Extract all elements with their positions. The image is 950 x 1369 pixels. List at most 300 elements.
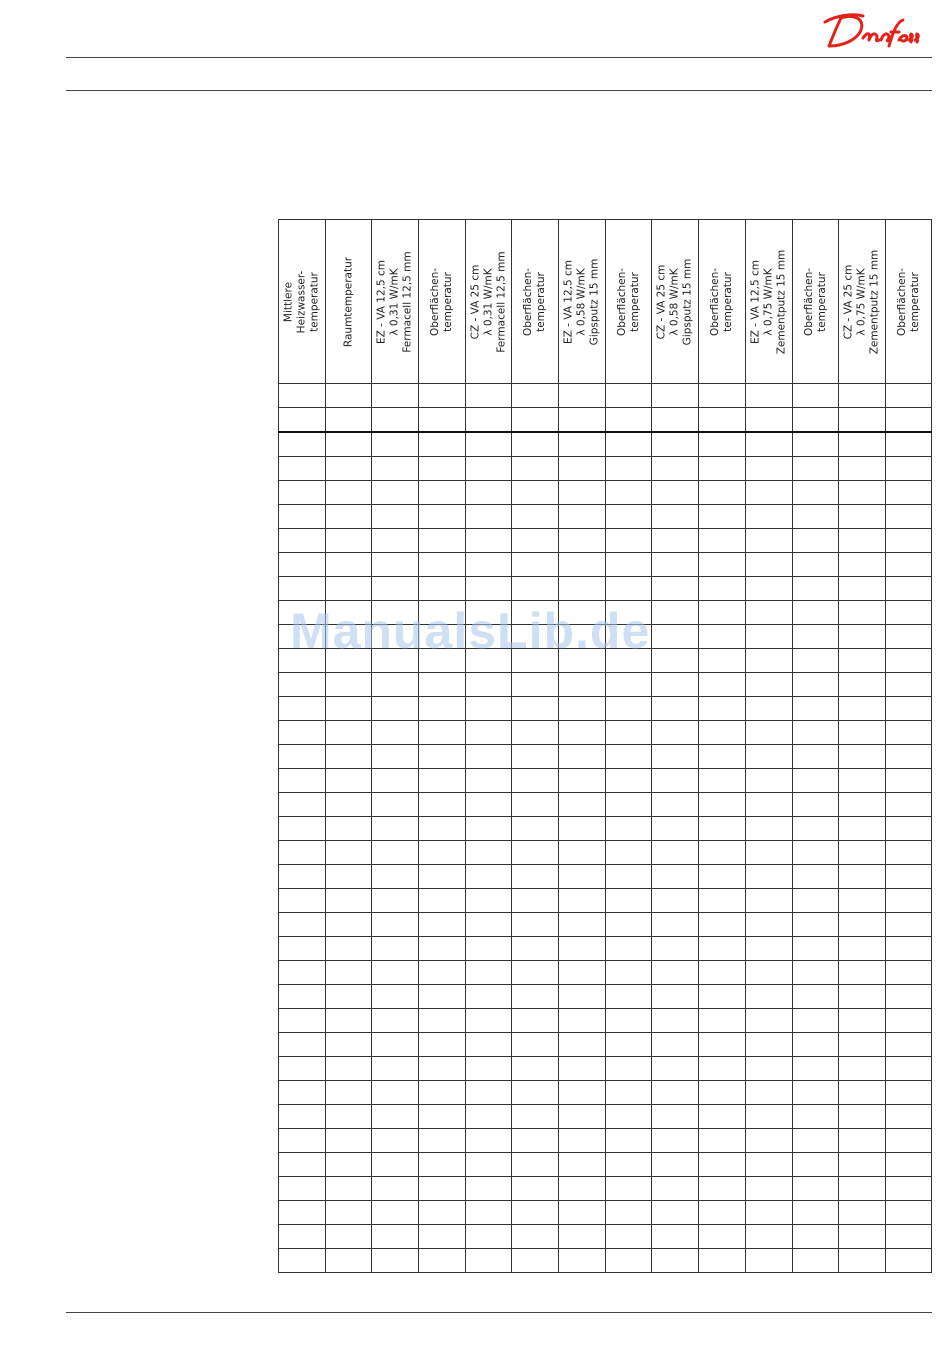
table-cell [606,529,652,553]
table-cell [839,889,886,913]
table-cell [746,817,793,841]
table-cell [559,1105,606,1129]
table-cell [326,985,372,1009]
table-cell [839,841,886,865]
table-cell [746,1129,793,1153]
table-cell [886,1033,932,1057]
table-cell [652,889,699,913]
table-cell [466,1033,512,1057]
table-row [279,625,932,649]
table-cell [606,673,652,697]
table-cell [512,745,559,769]
table-cell [326,481,372,505]
column-header [839,220,886,384]
table-cell [652,793,699,817]
table-cell [886,889,932,913]
table-cell [839,1249,886,1273]
table-cell [279,1009,326,1033]
table-cell [606,1081,652,1105]
table-cell [746,745,793,769]
table-cell [793,601,839,625]
table-row [279,505,932,529]
table-cell [839,1033,886,1057]
table-cell [746,1009,793,1033]
table-cell [372,937,419,961]
table-cell [326,505,372,529]
table-row [279,529,932,553]
table-cell [279,817,326,841]
table-cell [886,793,932,817]
table-cell [652,1249,699,1273]
table-cell [466,961,512,985]
table-cell [326,1081,372,1105]
table-cell [746,1105,793,1129]
table-cell [326,913,372,937]
table-cell [839,1009,886,1033]
table-cell [512,889,559,913]
table-cell [466,1105,512,1129]
table-cell [466,1009,512,1033]
table-cell [559,625,606,649]
table-cell [326,649,372,673]
column-header-label: CZ - VA 25 cm λ 0,31 W/mK Fermacell 12,5 mm [469,250,507,353]
table-cell [419,529,466,553]
table-cell [699,1225,746,1249]
table-cell [699,865,746,889]
table-cell [652,1009,699,1033]
table-cell [606,649,652,673]
table-cell [746,697,793,721]
table-cell [466,457,512,481]
table-cell [559,1177,606,1201]
table-cell [793,457,839,481]
table-cell [652,913,699,937]
table-cell [886,1153,932,1177]
header-rule-top [66,57,932,58]
table-cell [326,1033,372,1057]
table-cell [279,769,326,793]
table-cell [419,721,466,745]
table-cell [326,577,372,601]
table-cell [512,649,559,673]
table-cell [372,1009,419,1033]
column-header-label: Raumtemperatur [342,256,354,347]
table-cell [839,408,886,433]
table-cell [559,913,606,937]
table-cell [419,961,466,985]
table-cell [466,1129,512,1153]
table-cell [699,1105,746,1129]
table-cell [793,1249,839,1273]
table-cell [559,697,606,721]
table-cell [466,1177,512,1201]
table-cell [652,1153,699,1177]
table-cell [512,505,559,529]
table-cell [372,1201,419,1225]
table-cell [466,889,512,913]
table-cell [652,1201,699,1225]
table-cell [606,481,652,505]
table-cell [466,865,512,889]
table-cell [699,457,746,481]
table-cell [886,1129,932,1153]
table-cell [699,553,746,577]
table-cell [652,745,699,769]
table-cell [372,817,419,841]
table-cell [606,505,652,529]
table-cell [699,1129,746,1153]
table-cell [279,865,326,889]
table-cell [279,937,326,961]
table-cell [466,601,512,625]
table-cell [793,697,839,721]
table-cell [839,937,886,961]
table-cell [746,384,793,408]
table-cell [652,649,699,673]
table-cell [466,1153,512,1177]
table-cell [512,865,559,889]
table-cell [372,1129,419,1153]
table-cell [512,841,559,865]
table-cell [606,553,652,577]
table-cell [793,481,839,505]
table-cell [652,481,699,505]
table-cell [419,1225,466,1249]
column-header [559,220,606,384]
table-cell [512,1105,559,1129]
table-cell [372,649,419,673]
table-cell [372,601,419,625]
table-cell [326,697,372,721]
table-cell [839,1105,886,1129]
table-cell [886,1105,932,1129]
table-cell [746,985,793,1009]
table-cell [559,408,606,433]
table-cell [512,937,559,961]
table-cell [886,505,932,529]
table-cell [886,1201,932,1225]
table-cell [419,865,466,889]
table-cell [326,865,372,889]
table-cell [793,649,839,673]
table-cell [512,1009,559,1033]
table-cell [559,745,606,769]
table-cell [886,1081,932,1105]
table-cell [466,1081,512,1105]
table-cell [746,457,793,481]
table-cell [793,913,839,937]
table-cell [839,432,886,457]
table-cell [652,1105,699,1129]
table-cell [559,769,606,793]
table-cell [512,697,559,721]
table-cell [652,408,699,433]
table-cell [652,937,699,961]
table-cell [793,432,839,457]
table-row [279,432,932,457]
table-cell [606,1033,652,1057]
danfoss-logo [823,10,921,52]
table-cell [699,529,746,553]
table-cell [372,865,419,889]
table-cell [326,601,372,625]
table-cell [559,529,606,553]
table-cell [839,673,886,697]
table-cell [886,481,932,505]
table-cell [746,553,793,577]
table-cell [652,457,699,481]
table-cell [466,625,512,649]
table-cell [326,889,372,913]
column-header-label: Mittlere Heizwasser- temperatur [282,270,321,333]
table-cell [466,673,512,697]
table-cell [839,769,886,793]
table-cell [326,1129,372,1153]
table-cell [699,432,746,457]
table-cell [886,961,932,985]
watermark-text: ManualsLib.de [290,603,651,659]
table-cell [512,1033,559,1057]
table-cell [419,1177,466,1201]
table-cell [606,937,652,961]
table-cell [699,697,746,721]
table-cell [839,793,886,817]
table-cell [746,1033,793,1057]
table-row [279,577,932,601]
table-cell [793,1081,839,1105]
column-header [793,220,839,384]
table-cell [746,865,793,889]
table-cell [466,1249,512,1273]
table-cell [372,1249,419,1273]
table-row [279,384,932,408]
table-cell [466,769,512,793]
table-cell [746,841,793,865]
table-header-row [279,220,932,384]
table-cell [699,1201,746,1225]
table-cell [746,601,793,625]
table-cell [699,673,746,697]
table-cell [559,1009,606,1033]
table-cell [746,432,793,457]
column-header-label: EZ - VA 12,5 cm λ 0,58 W/mK Gipsputz 15 mm [562,258,601,345]
table-cell [559,937,606,961]
table-cell [279,529,326,553]
table-cell [606,817,652,841]
table-cell [746,408,793,433]
table-cell [606,408,652,433]
table-row [279,697,932,721]
table-cell [652,577,699,601]
table-cell [559,649,606,673]
table-cell [606,1129,652,1153]
table-cell [326,457,372,481]
table-cell [559,841,606,865]
table-cell [652,1081,699,1105]
table-cell [512,432,559,457]
table-cell [559,1129,606,1153]
table-row [279,769,932,793]
table-cell [326,553,372,577]
table-cell [559,457,606,481]
table-cell [512,985,559,1009]
table-cell [606,889,652,913]
table-row [279,457,932,481]
table-cell [559,1057,606,1081]
table-cell [559,793,606,817]
table-cell [279,601,326,625]
column-header-label: Oberflächen- temperatur [802,267,828,336]
table-cell [326,961,372,985]
table-cell [372,1225,419,1249]
table-cell [746,577,793,601]
table-row [279,1009,932,1033]
table-cell [699,961,746,985]
table-cell [886,457,932,481]
table-cell [606,865,652,889]
table-cell [512,793,559,817]
table-cell [279,577,326,601]
table-cell [839,1225,886,1249]
table-cell [419,1105,466,1129]
table-cell [559,1033,606,1057]
table-cell [512,553,559,577]
table-cell [793,1201,839,1225]
table-cell [559,961,606,985]
table-row [279,553,932,577]
table-cell [419,817,466,841]
table-cell [466,481,512,505]
table-cell [559,432,606,457]
table-cell [326,769,372,793]
table-row [279,793,932,817]
table-cell [512,817,559,841]
table-cell [652,625,699,649]
table-cell [606,985,652,1009]
table-cell [606,913,652,937]
table-cell [466,1057,512,1081]
column-header [746,220,793,384]
table-cell [419,553,466,577]
table-cell [559,481,606,505]
table-cell [466,745,512,769]
table-cell [606,1057,652,1081]
table-cell [699,601,746,625]
table-cell [746,889,793,913]
table-cell [279,1177,326,1201]
table-cell [746,961,793,985]
table-cell [326,673,372,697]
table-cell [886,937,932,961]
table-cell [559,1081,606,1105]
table-cell [839,961,886,985]
table-cell [279,673,326,697]
table-cell [419,457,466,481]
table-cell [886,913,932,937]
table-cell [699,913,746,937]
table-cell [652,529,699,553]
table-cell [793,769,839,793]
table-cell [886,649,932,673]
table-cell [699,408,746,433]
table-cell [419,505,466,529]
table-cell [372,793,419,817]
table-cell [279,1225,326,1249]
table-cell [559,1201,606,1225]
table-cell [606,697,652,721]
table-cell [326,1249,372,1273]
table-cell [372,769,419,793]
table-cell [372,457,419,481]
table-cell [699,1153,746,1177]
table-cell [886,1249,932,1273]
table-cell [606,1249,652,1273]
table-cell [793,553,839,577]
table-cell [419,1153,466,1177]
table-cell [793,1177,839,1201]
table-cell [466,1225,512,1249]
table-cell [326,817,372,841]
table-cell [466,793,512,817]
table-cell [652,673,699,697]
table-cell [793,408,839,433]
table-cell [606,1225,652,1249]
table-cell [606,625,652,649]
table-cell [793,793,839,817]
table-cell [793,1057,839,1081]
table-cell [372,529,419,553]
table-row [279,961,932,985]
table-cell [419,432,466,457]
table-cell [652,985,699,1009]
table-cell [466,553,512,577]
table-cell [279,457,326,481]
table-cell [793,505,839,529]
table-cell [699,793,746,817]
table-cell [326,408,372,433]
table-cell [419,649,466,673]
table-row [279,601,932,625]
table-cell [839,913,886,937]
table-cell [419,673,466,697]
table-cell [326,1105,372,1129]
table-cell [746,721,793,745]
table-cell [652,1225,699,1249]
table-cell [419,1201,466,1225]
surface-temperature-table [278,219,932,1273]
table-cell [372,673,419,697]
table-cell [326,721,372,745]
table-cell [699,1057,746,1081]
table-cell [419,601,466,625]
table-cell [652,697,699,721]
table-cell [559,1249,606,1273]
table-cell [466,432,512,457]
table-cell [372,961,419,985]
table-cell [466,577,512,601]
table-row [279,721,932,745]
table-row [279,1033,932,1057]
table-cell [512,913,559,937]
table-cell [839,505,886,529]
table-cell [372,745,419,769]
table-cell [419,913,466,937]
table-cell [372,505,419,529]
table-cell [886,1225,932,1249]
table-row [279,865,932,889]
table-cell [372,985,419,1009]
table-row [279,889,932,913]
